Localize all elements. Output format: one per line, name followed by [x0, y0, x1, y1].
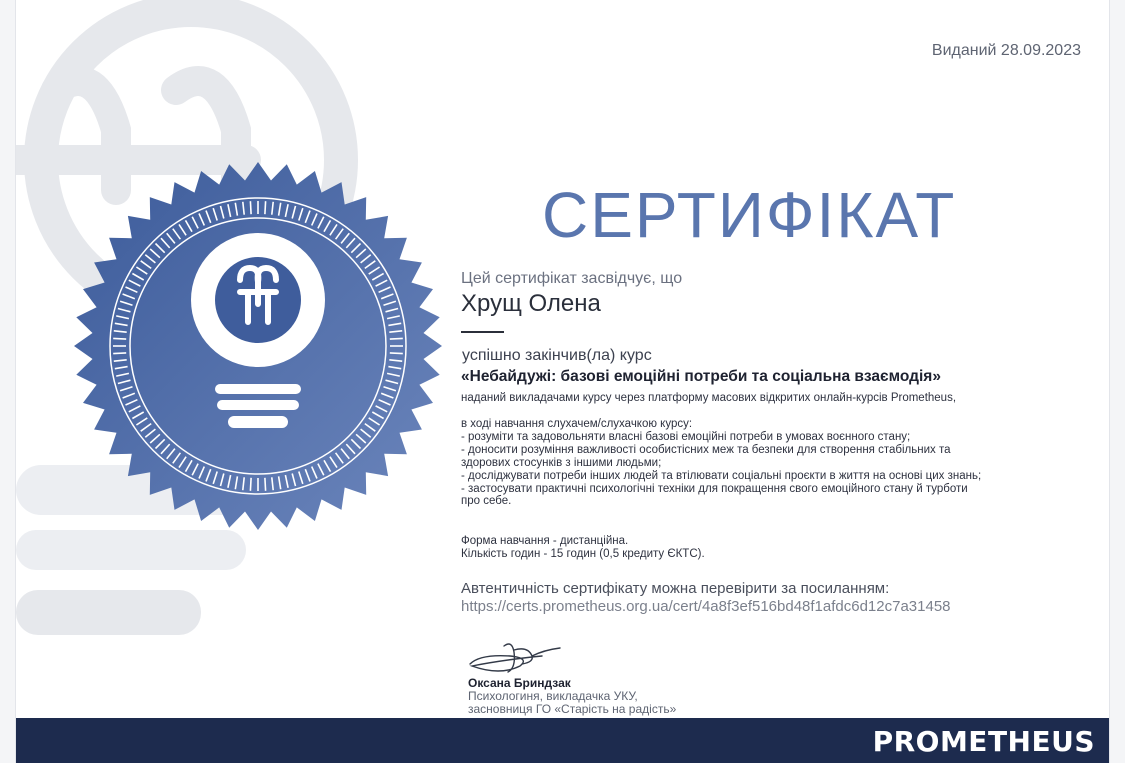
seal-tick [265, 478, 266, 491]
page-edge-left [0, 0, 16, 763]
signer-org: засновниця ГО «Старість на радість» [468, 702, 677, 716]
handwritten-signature [466, 638, 571, 678]
signer-name: Оксана Бриндзак [468, 676, 571, 690]
verify-text: Автентичність сертифікату можна перевірити за посиланням: [461, 580, 890, 597]
issue-date: Виданий 28.09.2023 [931, 42, 1081, 59]
seal-tick [250, 201, 251, 214]
course-title: «Небайдужі: базові емоційні потреби та соціальна взаємодія» [461, 368, 941, 385]
outcomes-intro: в ході навчання слухачем/слухачкою курсу: [461, 418, 693, 430]
seal-tick [113, 338, 126, 339]
seal-tick [390, 338, 403, 339]
footer-bar [16, 718, 1109, 763]
seal-tick [390, 353, 403, 354]
recipient-name: Хрущ Олена [461, 290, 601, 317]
outcome-line: - застосувати практичні психологічні техніки для покращення свого емоційного стану й турботи [461, 482, 968, 495]
outcome-line: - досліджувати потреби інших людей та втілювати соціальні проєкти в життя на основі цих знань; [461, 469, 982, 482]
name-underline [461, 331, 504, 333]
learning-outcomes [461, 418, 1109, 508]
study-form: Форма навчання - дистанційна. [461, 535, 629, 547]
course-hours: Кількість годин - 15 годин (0,5 кредиту ЄКТС). [461, 548, 705, 560]
provided-by-text: наданий викладачами курсу через платформу масових відкритих онлайн-курсів Prometheus, [461, 392, 957, 404]
seal-tick [250, 478, 251, 491]
prometheus-logo [873, 725, 1095, 758]
completed-text: успішно закінчив(ла) курс [462, 347, 652, 364]
certifies-text: Цей сертифікат засвідчує, що [461, 270, 683, 287]
certificate-page [16, 0, 1109, 763]
outcome-line: про себе. [461, 495, 512, 508]
certificate-title: СЕРТИФІКАТ [542, 179, 957, 251]
signer-role: Психологиня, викладачка УКУ, [468, 689, 638, 703]
outcome-line: - розуміти та задовольняти власні базові емоційні потреби в умовах воєнного стану; [461, 430, 911, 443]
page-edge-right [1109, 0, 1125, 763]
seal-tick [265, 201, 266, 214]
outcome-line: здорових стосунків з іншими людьми; [461, 456, 662, 469]
verify-link[interactable]: https://certs.prometheus.org.ua/cert/4a8f3ef516bd48f1afdc6d12c7a31458 [461, 598, 951, 615]
seal-tick [113, 353, 126, 354]
brand-name: PROMETHEUS [872, 725, 1095, 758]
lightbulb-seal-icon [72, 160, 444, 532]
outcome-line: - доносити розуміння важливості особистісних меж та безпеки для створення стабільних та [461, 443, 951, 456]
